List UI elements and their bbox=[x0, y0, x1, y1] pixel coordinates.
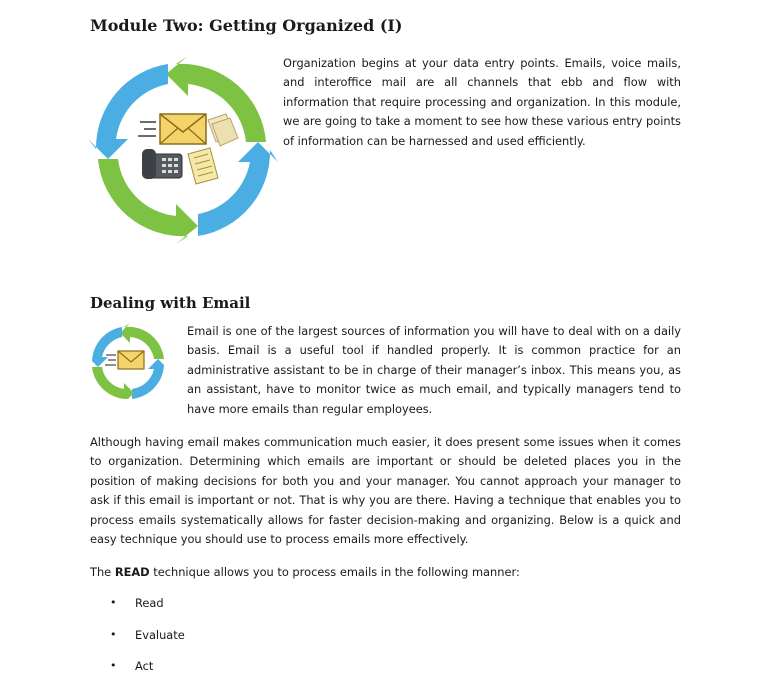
body-paragraph: Although having email makes communication much easier, it does present some issues when it comes to organization. Determining which emails are important or should be deleted places you in the position of making decisions for both you and your manager. You cannot approach your manager to ask if this email is important or not. That is why you are there. Having a technique that enables you to process emails systematically allows for faster decision-making and organizing. Below is a quick and easy technique you should use to process emails more effectively. bbox=[90, 435, 681, 547]
section-heading-email: Dealing with Email bbox=[90, 294, 251, 312]
bullet-icon: • bbox=[110, 627, 117, 641]
read-steps-list bbox=[110, 593, 185, 688]
list-item-label: Evaluate bbox=[135, 627, 185, 642]
email-paragraph: Email is one of the largest sources of information you will have to deal with on a daily basis. Email is a useful tool if handled properly. It is common practice for an administrative assistant to be in charge of their manager’s inbox. This means you, as an assistant, have to monitor twice as much email, and typically managers tend to have more emails than regular employees. bbox=[187, 324, 681, 416]
bullet-icon: • bbox=[110, 659, 117, 672]
read-technique-intro bbox=[90, 563, 681, 582]
read-intro-suffix: technique allows you to process emails in the following manner: bbox=[149, 565, 520, 579]
list-item bbox=[110, 656, 185, 688]
bullet-icon: • bbox=[110, 596, 117, 609]
intro-paragraph: Organization begins at your data entry points. Emails, voice mails, and interoffice mail are all channels that ebb and flow with information that require processing and organization. In this module, we are going to take a moment to see how these various entry points of information can be harnessed and used efficiently. bbox=[283, 56, 681, 148]
small-envelope-icon bbox=[105, 351, 144, 369]
list-item bbox=[110, 625, 185, 657]
email-cycle-icon bbox=[88, 323, 168, 403]
phone-icon bbox=[142, 149, 182, 179]
module-heading: Module Two: Getting Organized (I) bbox=[90, 16, 403, 35]
document-icon bbox=[188, 148, 218, 184]
envelope-icon bbox=[138, 114, 206, 144]
organization-cycle-icon bbox=[88, 54, 278, 244]
folder-icon bbox=[208, 114, 238, 146]
read-acronym: READ bbox=[114, 565, 150, 579]
read-intro-prefix: The bbox=[90, 565, 115, 579]
list-item bbox=[110, 593, 185, 625]
list-item-label: Act bbox=[135, 659, 154, 673]
list-item-label: Read bbox=[135, 596, 164, 610]
